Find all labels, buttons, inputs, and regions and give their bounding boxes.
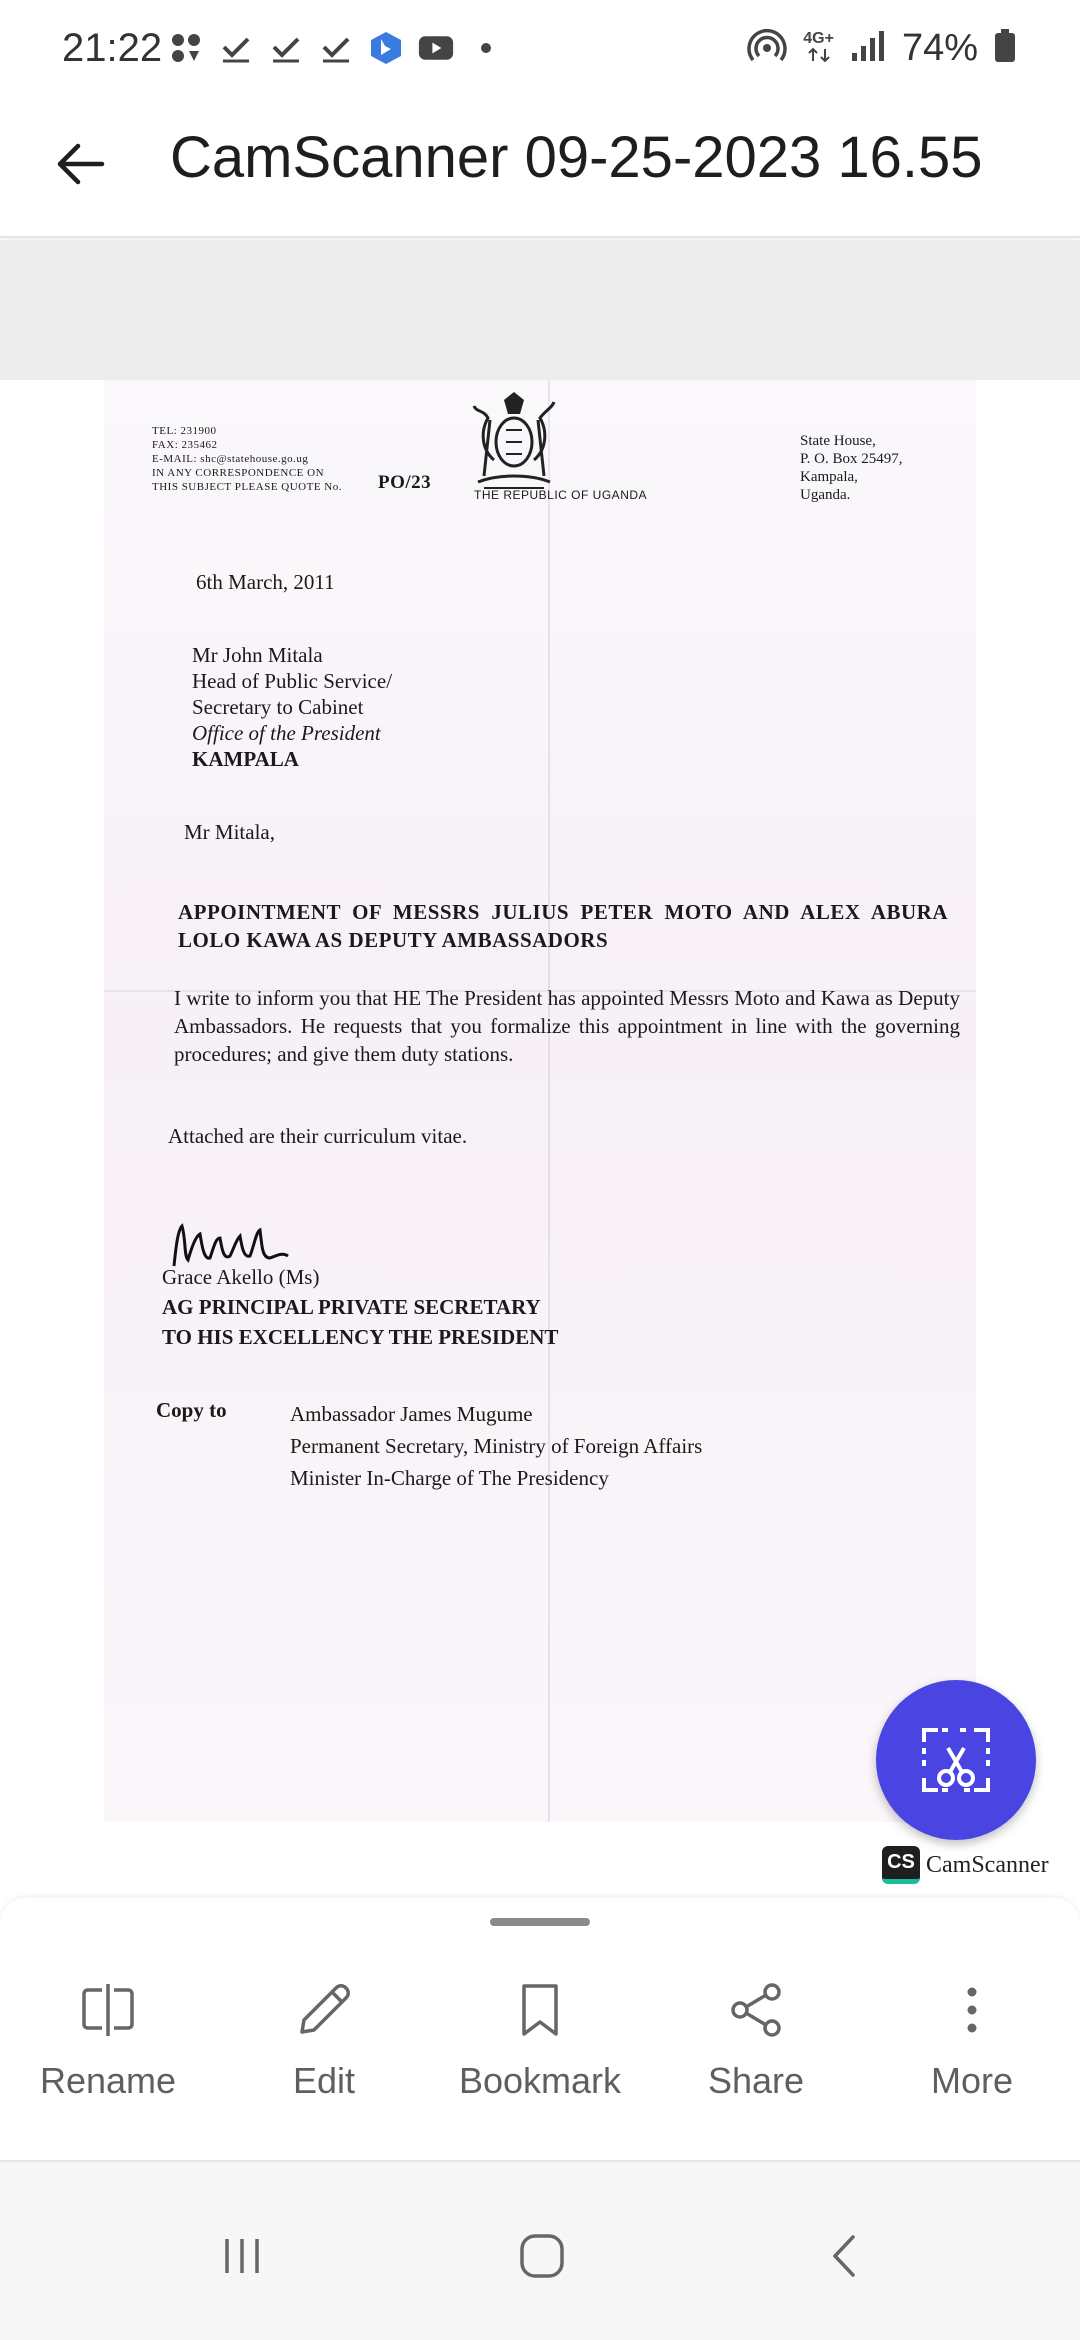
bookmark-icon	[508, 1978, 572, 2042]
share-icon	[724, 1978, 788, 2042]
body-paragraph: Attached are their curriculum vitae.	[168, 1124, 468, 1148]
salutation: Mr Mitala,	[184, 820, 275, 844]
home-button[interactable]	[502, 2216, 582, 2296]
dot-icon	[468, 30, 504, 66]
drag-handle[interactable]	[490, 1918, 590, 1926]
bottom-action-sheet	[0, 1898, 1080, 2162]
addressee-line: Office of the President	[192, 721, 381, 745]
camscanner-logo: CS	[882, 1846, 920, 1884]
camscanner-watermark	[882, 1846, 1049, 1884]
letterhead-line: THIS SUBJECT PLEASE QUOTE No.	[152, 481, 343, 493]
status-right	[747, 26, 1016, 71]
copy-to-list	[290, 1398, 702, 1494]
crest-caption: THE REPUBLIC OF UGANDA	[474, 488, 648, 502]
subject-line: APPOINTMENT OF MESSRS JULIUS PETER MOTO AND ALEX ABURA LOLO KAWA AS DEPUTY AMBASSADORS	[178, 900, 948, 952]
copy-to-label: Copy to	[156, 1398, 227, 1422]
document-page	[0, 380, 1080, 1900]
addressee-line: Secretary to Cabinet	[192, 695, 364, 719]
action-label: Bookmark	[458, 2060, 622, 2101]
hotspot-icon	[747, 26, 787, 71]
battery-percent: 74%	[901, 27, 978, 69]
status-time: 21:22	[62, 26, 163, 70]
document-viewer[interactable]	[0, 240, 1080, 1900]
action-label: Rename	[39, 2060, 177, 2101]
address-line: Kampala,	[800, 469, 858, 485]
letter-date: 6th March, 2011	[196, 570, 335, 594]
action-label: Share	[707, 2060, 805, 2101]
rename-button[interactable]	[0, 1978, 216, 2102]
extract-button[interactable]	[876, 1680, 1036, 1840]
letterhead-line: TEL: 231900	[152, 425, 217, 437]
page-title: CamScanner 09-25-2023 16.55	[170, 125, 983, 190]
network-type-icon	[803, 31, 834, 67]
share-button[interactable]	[648, 1978, 864, 2102]
signal-icon	[850, 29, 886, 68]
address-line: State House,	[800, 433, 876, 449]
app-header	[0, 100, 1080, 238]
addressee-city: KAMPALA	[192, 747, 299, 771]
camscanner-text: CamScanner	[926, 1851, 1049, 1878]
back-button[interactable]	[44, 128, 116, 200]
reference-number: PO/23	[378, 472, 432, 493]
check-icon	[268, 30, 304, 66]
action-label: More	[930, 2060, 1014, 2101]
scan-cut-icon	[920, 1724, 992, 1796]
copy-recipient: Minister In-Charge of The Presidency	[290, 1466, 609, 1490]
scanned-letter	[104, 380, 976, 1822]
battery-icon	[994, 29, 1016, 68]
edit-button[interactable]	[216, 1978, 432, 2102]
chevron-left-icon	[821, 2231, 871, 2281]
home-icon	[516, 2230, 568, 2282]
network-type-label: 4G+	[803, 29, 834, 47]
addressee-block	[192, 642, 392, 772]
system-nav-bar	[0, 2162, 1080, 2340]
signer-block	[162, 1262, 558, 1352]
check-icon	[218, 30, 254, 66]
check-icon	[318, 30, 354, 66]
recent-apps-button[interactable]	[202, 2216, 282, 2296]
address-line: Uganda.	[800, 487, 851, 503]
app-grid-icon	[168, 30, 204, 66]
copy-recipient: Permanent Secretary, Ministry of Foreign Affairs	[290, 1434, 703, 1458]
copy-recipient: Ambassador James Mugume	[290, 1402, 533, 1426]
letterhead-contacts	[152, 424, 432, 494]
addressee-name: Mr John Mitala	[192, 643, 323, 667]
letterhead-line: E-MAIL: shc@statehouse.go.ug	[152, 453, 309, 465]
signer-title: TO HIS EXCELLENCY THE PRESIDENT	[162, 1325, 559, 1349]
action-bar	[0, 1978, 1080, 2102]
letterhead-address	[800, 432, 903, 504]
bing-icon	[368, 30, 404, 66]
signer-title: AG PRINCIPAL PRIVATE SECRETARY	[162, 1295, 541, 1319]
status-bar	[0, 0, 1080, 100]
action-label: Edit	[292, 2060, 356, 2101]
fold-line	[548, 380, 550, 1822]
more-button[interactable]	[864, 1978, 1080, 2102]
coat-of-arms-icon	[454, 390, 574, 494]
letterhead-line: FAX: 235462	[152, 439, 218, 451]
letterhead-line: IN ANY CORRESPONDENCE ON	[152, 467, 325, 479]
address-line: P. O. Box 25497,	[800, 451, 903, 467]
back-nav-button[interactable]	[806, 2216, 886, 2296]
arrow-left-icon	[54, 138, 106, 190]
body-paragraph: I write to inform you that HE The President has appointed Messrs Moto and Kawa as Deputy Ambassadors. He requests that you formalize this appointment in line with the governing procedures; and give them duty stations.	[174, 986, 960, 1066]
notification-icons	[168, 30, 504, 66]
more-vertical-icon	[940, 1978, 1004, 2042]
pencil-icon	[292, 1978, 356, 2042]
recent-apps-icon	[217, 2231, 267, 2281]
signer-name: Grace Akello (Ms)	[162, 1265, 320, 1289]
addressee-line: Head of Public Service/	[192, 669, 393, 693]
rename-icon	[76, 1978, 140, 2042]
youtube-icon	[418, 30, 454, 66]
bookmark-button[interactable]	[432, 1978, 648, 2102]
